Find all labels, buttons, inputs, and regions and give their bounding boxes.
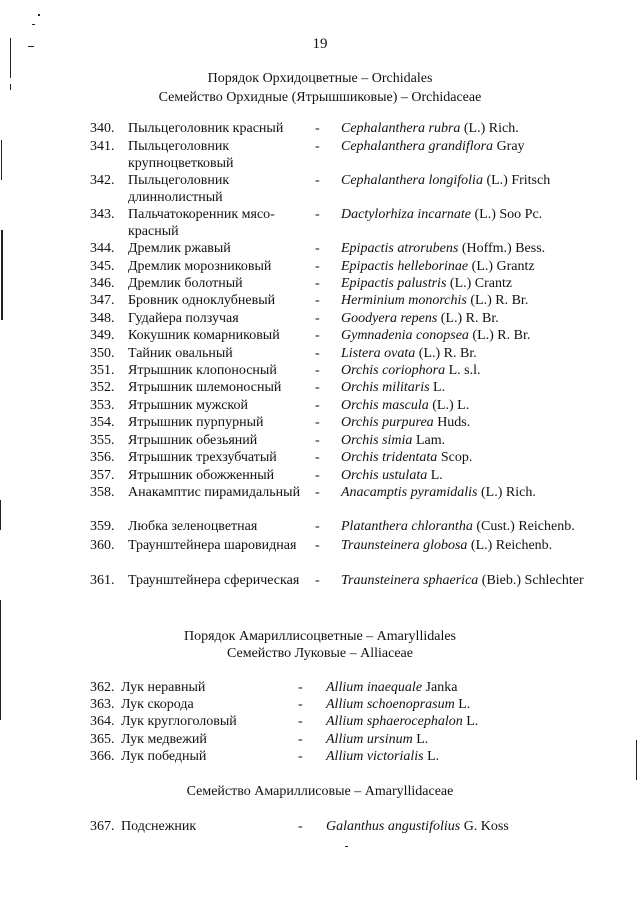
taxon-author: L. bbox=[423, 749, 440, 764]
latin-binomial: Traunsteinera sphaerica bbox=[341, 573, 479, 588]
taxon-author: Lam. bbox=[412, 433, 446, 448]
taxon-author: L. bbox=[454, 697, 471, 712]
separator-dash: - bbox=[315, 398, 320, 413]
entry-number: 366. bbox=[90, 749, 115, 764]
russian-name: Кокушник комарниковый bbox=[128, 328, 280, 343]
separator-dash: - bbox=[315, 433, 320, 448]
latin-binomial: Herminium monorchis bbox=[341, 293, 467, 308]
latin-binomial: Cephalanthera longifolia bbox=[341, 173, 483, 188]
entry-number: 340. bbox=[90, 121, 115, 136]
scan-mark bbox=[38, 14, 40, 16]
separator-dash: - bbox=[315, 346, 320, 361]
page-number: 19 bbox=[312, 36, 328, 52]
latin-binomial: Cephalanthera rubra bbox=[341, 121, 461, 136]
entry-number: 361. bbox=[90, 573, 115, 588]
family-heading-amaryllidaceae: Семейство Амариллисовые – Amaryllidaceae bbox=[186, 784, 454, 799]
latin-binomial: Traunsteinera globosa bbox=[341, 538, 468, 553]
russian-name: Лук круглоголовый bbox=[121, 714, 237, 729]
latin-binomial: Allium inaequale bbox=[326, 680, 423, 695]
separator-dash: - bbox=[315, 293, 320, 308]
russian-name: Ятрышник шлемоносный bbox=[128, 380, 282, 395]
separator-dash: - bbox=[298, 819, 303, 834]
taxon-author: (Hoffm.) Bess. bbox=[458, 241, 546, 256]
entry-number: 347. bbox=[90, 293, 115, 308]
entry-number: 359. bbox=[90, 519, 115, 534]
russian-name: Пыльцеголовник длиннолистный bbox=[128, 173, 230, 205]
russian-name: Лук неравный bbox=[121, 680, 206, 695]
taxon-author: L. bbox=[427, 468, 443, 483]
russian-name: Бровник одноклубневый bbox=[128, 293, 276, 308]
latin-name bbox=[326, 696, 621, 713]
separator-dash: - bbox=[315, 276, 320, 291]
separator-dash: - bbox=[298, 697, 303, 712]
latin-binomial: Listera ovata bbox=[341, 346, 416, 361]
latin-binomial: Anacamptis pyramidalis bbox=[341, 485, 478, 500]
entry-number: 348. bbox=[90, 311, 115, 326]
russian-name: Гудайера ползучая bbox=[128, 311, 239, 326]
russian-name: Траунштейнера сферическая bbox=[128, 573, 300, 588]
russian-name: Любка зеленоцветная bbox=[128, 519, 258, 534]
latin-binomial: Allium ursinum bbox=[326, 732, 413, 747]
latin-name bbox=[326, 731, 621, 748]
taxon-author: (L.) Fritsch bbox=[482, 173, 551, 188]
separator-dash: - bbox=[315, 328, 320, 343]
latin-binomial: Cephalanthera grandiflora bbox=[341, 139, 494, 154]
latin-binomial: Allium sphaerocephalon bbox=[326, 714, 463, 729]
taxon-author: L. bbox=[429, 380, 446, 395]
taxon-author: Gray bbox=[493, 139, 525, 154]
entry-number: 356. bbox=[90, 450, 115, 465]
latin-binomial: Galanthus angustifolius bbox=[326, 819, 461, 834]
latin-binomial: Epipactis helleborinae bbox=[341, 259, 469, 274]
latin-name bbox=[341, 467, 636, 484]
russian-name: Пальчатокоренник мясо-красный bbox=[128, 207, 275, 239]
latin-binomial: Orchis ustulata bbox=[341, 468, 428, 483]
entry-number: 341. bbox=[90, 139, 115, 154]
latin-binomial: Platanthera chlorantha bbox=[341, 519, 473, 534]
separator-dash: - bbox=[315, 415, 320, 430]
scan-mark bbox=[636, 740, 637, 780]
separator-dash: - bbox=[298, 749, 303, 764]
entry-number: 364. bbox=[90, 714, 115, 729]
taxon-author: (L.) Reichenb. bbox=[467, 538, 553, 553]
russian-name: Лук медвежий bbox=[121, 732, 207, 747]
russian-name: Тайник овальный bbox=[128, 346, 233, 361]
entry-number: 344. bbox=[90, 241, 115, 256]
separator-dash: - bbox=[315, 259, 320, 274]
latin-name bbox=[341, 572, 636, 589]
separator-dash: - bbox=[315, 139, 320, 154]
russian-name: Ятрышник мужской bbox=[128, 398, 248, 413]
entry-number: 345. bbox=[90, 259, 115, 274]
scan-mark bbox=[1, 140, 2, 180]
scan-mark bbox=[32, 24, 35, 25]
scan-mark bbox=[1, 230, 3, 320]
taxon-author: Scop. bbox=[437, 450, 473, 465]
separator-dash: - bbox=[315, 573, 320, 588]
latin-binomial: Orchis mascula bbox=[341, 398, 429, 413]
taxon-author: (L.) L. bbox=[428, 398, 470, 413]
latin-binomial: Orchis tridentata bbox=[341, 450, 438, 465]
entry-number: 351. bbox=[90, 363, 115, 378]
entry-number: 363. bbox=[90, 697, 115, 712]
separator-dash: - bbox=[315, 311, 320, 326]
entry-number: 349. bbox=[90, 328, 115, 343]
latin-binomial: Orchis militaris bbox=[341, 380, 430, 395]
taxon-author: L. bbox=[462, 714, 479, 729]
latin-name bbox=[341, 449, 636, 466]
latin-binomial: Epipactis atrorubens bbox=[341, 241, 459, 256]
taxon-author: (Bieb.) Schlechter bbox=[478, 573, 584, 588]
separator-dash: - bbox=[298, 732, 303, 747]
latin-name bbox=[341, 206, 636, 223]
entry-number: 342. bbox=[90, 173, 115, 188]
latin-name bbox=[326, 713, 621, 730]
latin-name bbox=[341, 258, 636, 275]
latin-binomial: Gymnadenia conopsea bbox=[341, 328, 469, 343]
taxon-author: (L.) R. Br. bbox=[468, 328, 531, 343]
entry-number: 358. bbox=[90, 485, 115, 500]
latin-name bbox=[341, 414, 636, 431]
separator-dash: - bbox=[315, 468, 320, 483]
separator-dash: - bbox=[298, 714, 303, 729]
russian-name: Дремлик болотный bbox=[128, 276, 243, 291]
entry-number: 346. bbox=[90, 276, 115, 291]
entry-number: 343. bbox=[90, 207, 115, 222]
latin-name bbox=[341, 484, 636, 501]
scan-mark bbox=[0, 500, 1, 530]
entry-number: 362. bbox=[90, 680, 115, 695]
family-heading-orchidaceae: Семейство Орхидные (Ятрышшиковые) – Orchidaceae bbox=[158, 90, 482, 105]
taxon-author: (L.) Soo Pc. bbox=[471, 207, 543, 222]
latin-name bbox=[341, 275, 636, 292]
russian-name: Ятрышник обезьяний bbox=[128, 433, 258, 448]
russian-name: Анакамптис пирамидальный bbox=[128, 485, 301, 500]
family-heading-alliaceae: Семейство Луковые – Alliaceae bbox=[227, 646, 413, 661]
latin-name bbox=[341, 327, 636, 344]
russian-name: Дремлик ржавый bbox=[128, 241, 231, 256]
taxon-author: (L.) Rich. bbox=[460, 121, 519, 136]
separator-dash: - bbox=[315, 380, 320, 395]
entry-number: 352. bbox=[90, 380, 115, 395]
russian-name: Ятрышник пурпурный bbox=[128, 415, 264, 430]
taxon-author: (L.) Rich. bbox=[477, 485, 536, 500]
taxon-author: L. bbox=[412, 732, 429, 747]
latin-binomial: Orchis purpurea bbox=[341, 415, 434, 430]
latin-name bbox=[341, 292, 636, 309]
taxon-author: (L.) R. Br. bbox=[437, 311, 499, 326]
taxon-author: (Cust.) Reichenb. bbox=[472, 519, 575, 534]
russian-name: Пыльцеголовник красный bbox=[128, 121, 284, 136]
russian-name: Траунштейнера шаровидная bbox=[128, 538, 297, 553]
latin-binomial: Orchis simia bbox=[341, 433, 413, 448]
entry-number: 350. bbox=[90, 346, 115, 361]
latin-name bbox=[341, 310, 636, 327]
separator-dash: - bbox=[315, 363, 320, 378]
latin-name bbox=[341, 172, 636, 189]
latin-name bbox=[341, 120, 636, 137]
latin-binomial: Orchis coriophora bbox=[341, 363, 446, 378]
separator-dash: - bbox=[315, 450, 320, 465]
russian-name: Подснежник bbox=[121, 819, 197, 834]
latin-name bbox=[326, 748, 621, 765]
latin-name bbox=[341, 345, 636, 362]
latin-name bbox=[341, 240, 636, 257]
entry-number: 360. bbox=[90, 538, 115, 553]
scan-mark bbox=[345, 846, 348, 847]
separator-dash: - bbox=[315, 519, 320, 534]
latin-binomial: Epipactis palustris bbox=[341, 276, 447, 291]
separator-dash: - bbox=[315, 485, 320, 500]
taxon-author: Huds. bbox=[433, 415, 471, 430]
russian-name: Пыльцеголовник крупноцветковый bbox=[128, 139, 234, 171]
latin-name bbox=[326, 679, 621, 696]
order-heading-orchidales: Порядок Орхидоцветные – Orchidales bbox=[207, 71, 433, 86]
taxon-author: (L.) Crantz bbox=[446, 276, 513, 291]
entry-number: 353. bbox=[90, 398, 115, 413]
separator-dash: - bbox=[315, 538, 320, 553]
entry-number: 365. bbox=[90, 732, 115, 747]
latin-name bbox=[341, 379, 636, 396]
separator-dash: - bbox=[315, 207, 320, 222]
russian-name: Ятрышник трехзубчатый bbox=[128, 450, 277, 465]
taxon-author: L. s.l. bbox=[445, 363, 481, 378]
order-heading-amaryllidales: Порядок Амариллисоцветные – Amaryllidales bbox=[183, 629, 456, 644]
latin-name bbox=[341, 537, 636, 554]
latin-binomial: Allium victorialis bbox=[326, 749, 424, 764]
latin-binomial: Dactylorhiza incarnate bbox=[341, 207, 472, 222]
russian-name: Лук скорода bbox=[121, 697, 194, 712]
taxon-author: G. Koss bbox=[460, 819, 509, 834]
latin-name bbox=[341, 138, 636, 155]
latin-name bbox=[341, 362, 636, 379]
separator-dash: - bbox=[315, 121, 320, 136]
entry-number: 357. bbox=[90, 468, 115, 483]
separator-dash: - bbox=[298, 680, 303, 695]
separator-dash: - bbox=[315, 173, 320, 188]
taxon-author: (L.) R. Br. bbox=[415, 346, 477, 361]
latin-name bbox=[341, 432, 636, 449]
russian-name: Ятрышник обожженный bbox=[128, 468, 275, 483]
latin-binomial: Allium schoenoprasum bbox=[326, 697, 455, 712]
russian-name: Ятрышник клопоносный bbox=[128, 363, 277, 378]
entry-number: 367. bbox=[90, 819, 115, 834]
taxon-author: (L.) R. Br. bbox=[466, 293, 529, 308]
taxon-author: Janka bbox=[422, 680, 458, 695]
separator-dash: - bbox=[315, 241, 320, 256]
entry-number: 355. bbox=[90, 433, 115, 448]
latin-name bbox=[341, 518, 636, 535]
latin-name bbox=[341, 397, 636, 414]
russian-name: Дремлик морозниковый bbox=[128, 259, 272, 274]
latin-binomial: Goodyera repens bbox=[341, 311, 438, 326]
latin-name bbox=[326, 818, 621, 835]
entry-number: 354. bbox=[90, 415, 115, 430]
taxon-author: (L.) Grantz bbox=[468, 259, 535, 274]
russian-name: Лук победный bbox=[121, 749, 207, 764]
